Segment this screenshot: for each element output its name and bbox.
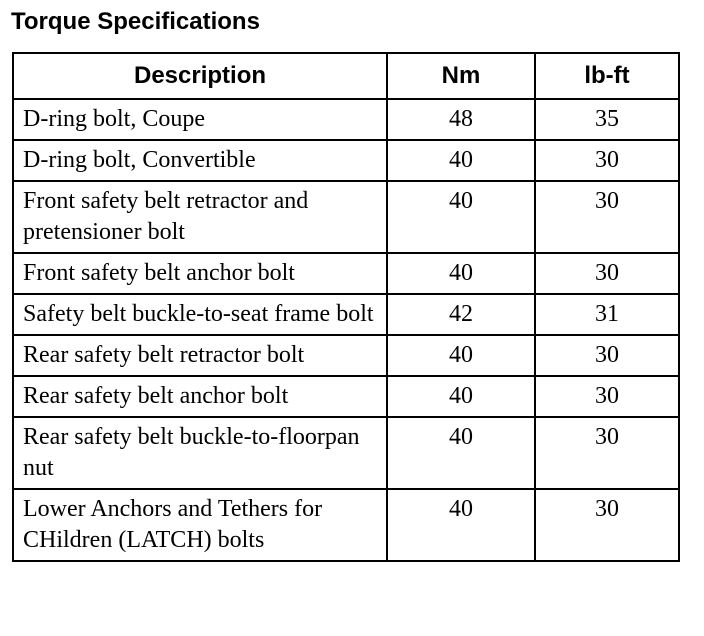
cell-description: Lower Anchors and Tethers for CHildren (LATCH) bolts bbox=[13, 489, 387, 561]
cell-nm: 40 bbox=[387, 253, 535, 294]
cell-lbft: 30 bbox=[535, 489, 679, 561]
cell-description: D-ring bolt, Convertible bbox=[13, 140, 387, 181]
cell-lbft: 31 bbox=[535, 294, 679, 335]
column-header-description: Description bbox=[13, 53, 387, 99]
table-row bbox=[13, 181, 679, 253]
cell-lbft: 30 bbox=[535, 253, 679, 294]
cell-description: Safety belt buckle-to-seat frame bolt bbox=[13, 294, 387, 335]
table-row bbox=[13, 335, 679, 376]
cell-description: Rear safety belt retractor bolt bbox=[13, 335, 387, 376]
cell-description: D-ring bolt, Coupe bbox=[13, 99, 387, 140]
table-row bbox=[13, 376, 679, 417]
cell-nm: 40 bbox=[387, 489, 535, 561]
cell-lbft: 30 bbox=[535, 140, 679, 181]
cell-description: Rear safety belt buckle-to-floorpan nut bbox=[13, 417, 387, 489]
cell-nm: 40 bbox=[387, 140, 535, 181]
cell-description: Front safety belt retractor and pretensioner bolt bbox=[13, 181, 387, 253]
column-header-nm: Nm bbox=[387, 53, 535, 99]
cell-lbft: 30 bbox=[535, 181, 679, 253]
table-row bbox=[13, 253, 679, 294]
table-row bbox=[13, 417, 679, 489]
cell-nm: 40 bbox=[387, 376, 535, 417]
cell-lbft: 30 bbox=[535, 335, 679, 376]
table-row bbox=[13, 99, 679, 140]
cell-nm: 40 bbox=[387, 335, 535, 376]
table-row bbox=[13, 489, 679, 561]
cell-nm: 40 bbox=[387, 181, 535, 253]
cell-description: Front safety belt anchor bolt bbox=[13, 253, 387, 294]
page-title: Torque Specifications bbox=[11, 8, 260, 35]
cell-lbft: 30 bbox=[535, 376, 679, 417]
column-header-lbft: lb-ft bbox=[535, 53, 679, 99]
table-row bbox=[13, 140, 679, 181]
table-row bbox=[13, 294, 679, 335]
cell-lbft: 35 bbox=[535, 99, 679, 140]
cell-nm: 42 bbox=[387, 294, 535, 335]
torque-spec-table bbox=[12, 52, 680, 562]
cell-nm: 48 bbox=[387, 99, 535, 140]
table-header-row bbox=[13, 53, 679, 99]
cell-lbft: 30 bbox=[535, 417, 679, 489]
cell-nm: 40 bbox=[387, 417, 535, 489]
cell-description: Rear safety belt anchor bolt bbox=[13, 376, 387, 417]
